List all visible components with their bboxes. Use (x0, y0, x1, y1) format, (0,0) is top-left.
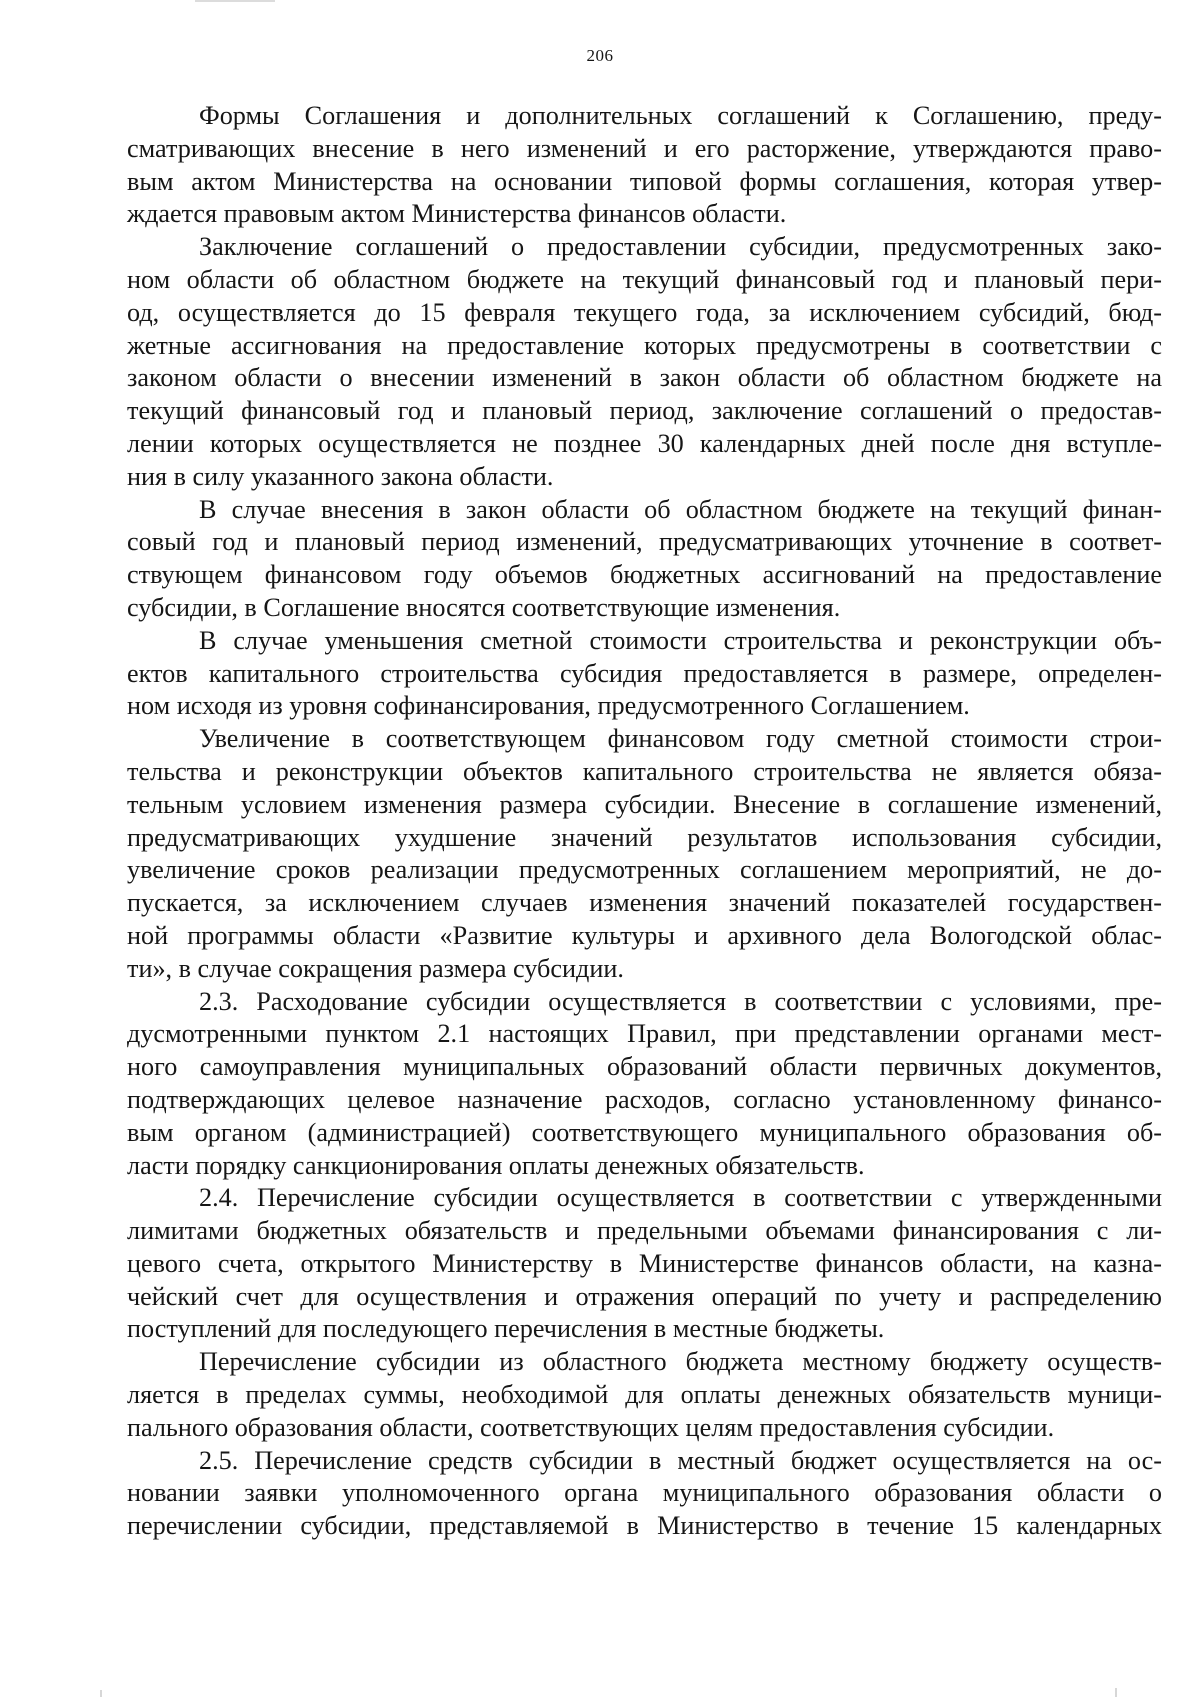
text-line: чейский счет для осуществления и отражения операций по учету и распределению (127, 1281, 1162, 1311)
text-line: Формы Соглашения и дополнительных соглашений к Соглашению, преду- (199, 101, 1162, 130)
text-line: ждается правовым актом Министерства финансов области. (127, 199, 787, 229)
text-line: законом области о внесении изменений в закон области об областном бюджете на (127, 363, 1162, 393)
text-line: од, осуществляется до 15 февраля текущего года, за исключением субсидий, бюд- (127, 297, 1162, 327)
paragraph (127, 1182, 1162, 1346)
text-line: текущий финансовый год и плановый период, заключение соглашений о предостав- (127, 396, 1162, 426)
text-line: 2.4. Перечисление субсидии осуществляется в соответствии с утвержденными (199, 1183, 1162, 1213)
text-line: ектов капитального строительства субсидия предоставляется в размере, определен- (127, 658, 1162, 688)
text-line: ти», в случае сокращения размера субсидии. (127, 953, 624, 983)
text-line: субсидии, в Соглашение вносятся соответствующие изменения. (127, 592, 841, 622)
paragraph (127, 625, 1162, 723)
text-line: ном исходя из уровня софинансирования, предусмотренного Соглашением. (127, 691, 970, 721)
scan-artifact-bottom-right (1115, 1688, 1117, 1697)
text-line: В случае уменьшения сметной стоимости строительства и реконструкции объ- (199, 625, 1162, 655)
text-line: пускается, за исключением случаев изменения значений показателей государствен- (127, 888, 1162, 918)
text-line: вым актом Министерства на основании типовой формы соглашения, которая утвер- (127, 166, 1162, 196)
text-line: новании заявки уполномоченного органа муниципального образования области о (127, 1478, 1162, 1508)
text-line: ния в силу указанного закона области. (127, 461, 554, 491)
text-line: предусматривающих ухудшение значений результатов использования субсидии, (127, 822, 1162, 852)
text-line: тельства и реконструкции объектов капитального строительства не является обяза- (127, 756, 1162, 786)
text-line: 2.3. Расходование субсидии осуществляется в соответствии с условиями, пре- (199, 986, 1162, 1016)
page-number: 206 (586, 46, 614, 65)
text-line: совый год и плановый период изменений, предусматривающих уточнение в соответ- (127, 527, 1162, 557)
text-line: цевого счета, открытого Министерству в Министерстве финансов области, на казна- (127, 1248, 1162, 1278)
text-line: подтверждающих целевое назначение расходов, согласно установленному финансо- (127, 1084, 1162, 1114)
scan-artifact-top (195, 0, 275, 2)
paragraph (127, 494, 1162, 625)
text-line: лимитами бюджетных обязательств и предельными объемами финансирования с ли- (127, 1216, 1162, 1246)
scan-artifact-bottom-left (100, 1690, 102, 1697)
text-line: сматривающих внесение в него изменений и его расторжение, утверждаются право- (127, 133, 1162, 163)
text-line: ствующем финансовом году объемов бюджетных ассигнований на предоставление (127, 560, 1162, 590)
text-line: вым органом (администрацией) соответствующего муниципального образования об- (127, 1117, 1162, 1147)
text-line: увеличение сроков реализации предусмотренных соглашением мероприятий, не до- (127, 855, 1162, 885)
text-line: Увеличение в соответствующем финансовом году сметной стоимости строи- (199, 724, 1162, 754)
text-line: Перечисление субсидии из областного бюджета местному бюджету осуществ- (199, 1347, 1162, 1377)
text-line: пального образования области, соответствующих целям предоставления субсидии. (127, 1412, 1055, 1442)
paragraph (127, 1346, 1162, 1444)
text-line: поступлений для последующего перечисления в местные бюджеты. (127, 1314, 885, 1344)
text-line: жетные ассигнования на предоставление которых предусмотрены в соответствии с (127, 330, 1162, 360)
paragraph (127, 986, 1162, 1183)
paragraph (127, 100, 1162, 231)
text-line: дусмотренными пунктом 2.1 настоящих Правил, при представлении органами мест- (127, 1019, 1162, 1049)
text-line: ного самоуправления муниципальных образований области первичных документов, (127, 1052, 1162, 1082)
text-line: ласти порядку санкционирования оплаты денежных обязательств. (127, 1150, 865, 1180)
paragraph (127, 723, 1162, 985)
paragraph (127, 1445, 1162, 1543)
text-line: 2.5. Перечисление средств субсидии в местный бюджет осуществляется на ос- (199, 1445, 1162, 1475)
text-line: В случае внесения в закон области об областном бюджете на текущий финан- (199, 494, 1162, 524)
text-line: Заключение соглашений о предоставлении субсидии, предусмотренных зако- (199, 232, 1162, 262)
text-line: лении которых осуществляется не позднее 30 календарных дней после дня вступле- (127, 428, 1162, 458)
paragraph (127, 231, 1162, 493)
text-line: ной программы области «Развитие культуры и архивного дела Вологодской облас- (127, 920, 1162, 950)
text-line: тельным условием изменения размера субсидии. Внесение в соглашение изменений, (127, 789, 1162, 819)
document-body (127, 100, 1162, 1543)
text-line: перечислении субсидии, представляемой в Министерство в течение 15 календарных (127, 1511, 1162, 1541)
text-line: ляется в пределах суммы, необходимой для оплаты денежных обязательств муници- (127, 1380, 1162, 1410)
text-line: ном области об областном бюджете на текущий финансовый год и плановый пери- (127, 264, 1162, 294)
